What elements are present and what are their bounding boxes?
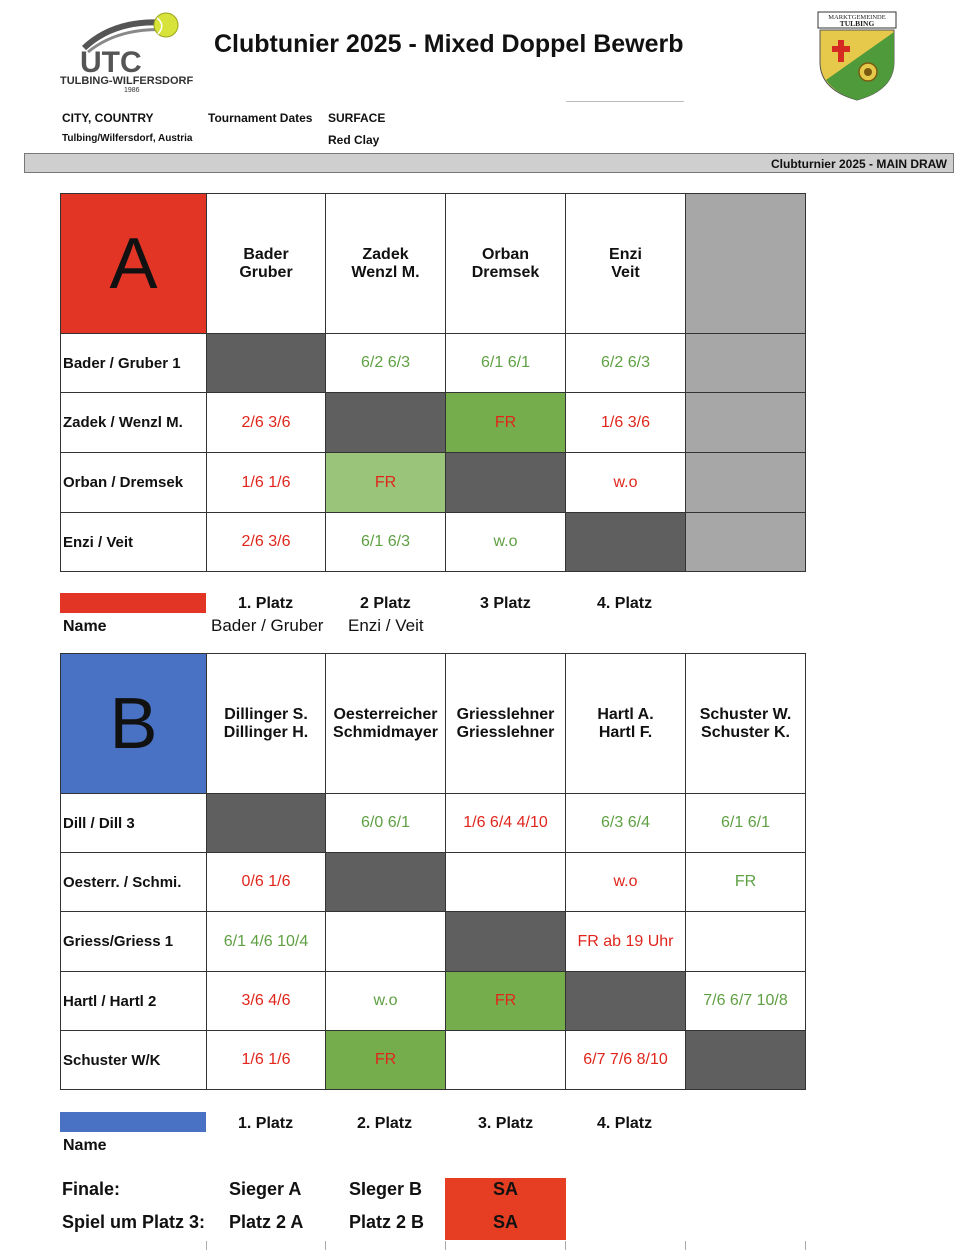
- group-a-col-4: [566, 194, 686, 334]
- group-b-score-cell: 7/6 6/7 10/8: [686, 972, 806, 1031]
- group-b-score-cell: 6/7 7/6 8/10: [566, 1031, 686, 1090]
- group-b-score-cell: [446, 1031, 566, 1090]
- group-a-empty-col: [686, 194, 806, 334]
- column-tick: [325, 1241, 326, 1250]
- header-divider: [566, 101, 684, 102]
- group-a-winner-1: Bader / Gruber: [211, 616, 324, 635]
- column-tick: [206, 1241, 207, 1250]
- dates-label: Tournament Dates: [208, 111, 313, 125]
- col-name-1: Dillinger S.: [224, 705, 308, 723]
- logo-text: UTC: [80, 46, 142, 79]
- group-a-cell-self: [207, 334, 326, 393]
- surface-label: SURFACE: [328, 111, 386, 125]
- column-tick: [445, 1241, 446, 1250]
- group-b-place-4: 4. Platz: [597, 1115, 653, 1132]
- group-a-empty-cell: [686, 393, 806, 453]
- group-a-empty-cell: [686, 334, 806, 393]
- col-name-2: Veit: [611, 263, 640, 281]
- group-b-score-cell: w.o: [566, 853, 686, 912]
- group-b-row-label-1: Dill / Dill 3: [61, 794, 207, 853]
- group-b-score-cell: 1/6 6/4 4/10: [446, 794, 566, 853]
- finale-team-b: SIeger B: [349, 1179, 423, 1199]
- utc-logo: [58, 8, 210, 94]
- group-a-score-cell: w.o: [446, 513, 566, 572]
- group-b-col-4: [566, 654, 686, 794]
- col-name-2: Schuster K.: [701, 723, 790, 741]
- col-name-2: Dillinger H.: [223, 723, 309, 741]
- group-b-score-cell: FR ab 19 Uhr: [566, 912, 686, 972]
- logo-year: 1986: [124, 87, 140, 94]
- crest-text-top: MARKTGEMEINDE: [828, 14, 886, 21]
- group-a-row-label-2: Zadek / Wenzl M.: [61, 393, 207, 453]
- col-name-2: Wenzl M.: [351, 263, 420, 281]
- group-a-score-cell: 2/6 3/6: [207, 513, 326, 572]
- group-a-place-2: 2 Platz: [360, 595, 411, 612]
- group-a-empty-cell: [686, 513, 806, 572]
- page-title: Clubtunier 2025 - Mixed Doppel Bewerb: [214, 30, 684, 58]
- group-b-row-label-5: Schuster W/K: [61, 1031, 207, 1090]
- group-b-place-1: 1. Platz: [238, 1115, 294, 1132]
- group-a-place-1: 1. Platz: [238, 595, 294, 612]
- group-a-col-2: [326, 194, 446, 334]
- group-b-row-label-3: Griess/Griess 1: [61, 912, 207, 972]
- col-name-1: Oesterreicher: [333, 705, 438, 723]
- column-tick: [565, 1241, 566, 1250]
- group-b-name-label: Name: [63, 1137, 107, 1154]
- group-a-row-label-1: Bader / Gruber 1: [61, 334, 207, 393]
- group-a-score-cell: 6/2 6/3: [566, 334, 686, 393]
- group-a-cell-self: [446, 453, 566, 513]
- third-place-team-a: Platz 2 A: [229, 1212, 304, 1232]
- crest-text-bottom: TULBING: [839, 19, 875, 28]
- col-name-1: Hartl A.: [597, 705, 654, 723]
- group-b-score-cell: 6/1 4/6 10/4: [207, 912, 326, 972]
- group-b-cell-self: [326, 853, 446, 912]
- col-name-2: Dremsek: [471, 263, 540, 281]
- group-a-score-cell: 6/1 6/1: [446, 334, 566, 393]
- group-a-score-cell: 6/2 6/3: [326, 334, 446, 393]
- group-a-winner-2: Enzi / Veit: [348, 616, 424, 635]
- group-b-score-cell: [686, 912, 806, 972]
- col-name-2: Hartl F.: [598, 723, 653, 741]
- group-a-score-cell: 2/6 3/6: [207, 393, 326, 453]
- column-tick: [685, 1241, 686, 1250]
- group-b-cell-self: [446, 912, 566, 972]
- group-b-score-cell: 1/6 1/6: [207, 1031, 326, 1090]
- group-a-place-3: 3 Platz: [480, 595, 531, 612]
- group-a-empty-cell: [686, 453, 806, 513]
- group-a-score-cell: 1/6 3/6: [566, 393, 686, 453]
- col-name-2: Griesslehner: [456, 723, 555, 741]
- group-a-score-cell: 1/6 1/6: [207, 453, 326, 513]
- main-draw-bar: [24, 153, 954, 173]
- col-name-1: Zadek: [362, 245, 409, 263]
- group-a-cell-self: [566, 513, 686, 572]
- group-b-letter: B: [61, 654, 207, 794]
- col-name-1: Enzi: [609, 245, 642, 263]
- finale-result-text: SA: [492, 1179, 518, 1199]
- group-b-row-label-2: Oesterr. / Schmi.: [61, 853, 207, 912]
- group-a-place-4: 4. Platz: [597, 595, 653, 612]
- group-b-place-2: 2. Platz: [357, 1115, 413, 1132]
- municipality-crest: [816, 10, 898, 102]
- group-a-row-label-3: Orban / Dremsek: [61, 453, 207, 513]
- group-b-cell-self: [207, 794, 326, 853]
- third-place-result-text: SA: [492, 1212, 518, 1232]
- group-b-score-cell: [326, 912, 446, 972]
- group-b-score-cell: FR: [446, 972, 566, 1031]
- third-place-result: [445, 1212, 566, 1240]
- surface-value: Red Clay: [328, 133, 380, 147]
- col-name-1: Schuster W.: [699, 705, 792, 723]
- group-a-name-label: Name: [63, 618, 107, 635]
- group-b-score-cell: w.o: [326, 972, 446, 1031]
- group-b-score-cell: FR: [326, 1031, 446, 1090]
- group-a-score-cell: FR: [326, 453, 446, 513]
- group-a-score-cell: w.o: [566, 453, 686, 513]
- utc-logo-graphic: [58, 8, 210, 94]
- group-b-legend-bar: [60, 1112, 206, 1132]
- crest-graphic: [816, 10, 898, 102]
- main-draw-label: Clubturnier 2025 - MAIN DRAW: [770, 157, 947, 171]
- group-b-col-3: [446, 654, 566, 794]
- group-b-col-5: [686, 654, 806, 794]
- column-tick: [805, 1241, 806, 1250]
- group-a-score-cell: 6/1 6/3: [326, 513, 446, 572]
- group-a-legend-bar: [60, 593, 206, 613]
- third-place-team-b: Platz 2 B: [349, 1212, 425, 1232]
- group-b-score-cell: [446, 853, 566, 912]
- col-name-2: Schmidmayer: [333, 723, 438, 741]
- group-b-score-cell: FR: [686, 853, 806, 912]
- group-b-score-cell: 6/1 6/1: [686, 794, 806, 853]
- col-name-2: Gruber: [239, 263, 293, 281]
- group-a-col-1: [207, 194, 326, 334]
- finale-label: Finale:: [62, 1179, 121, 1199]
- group-b-cell-self: [566, 972, 686, 1031]
- group-b-score-cell: 6/3 6/4: [566, 794, 686, 853]
- group-b-score-cell: 3/6 4/6: [207, 972, 326, 1031]
- group-a-letter: A: [61, 194, 207, 334]
- third-place-label: Spiel um Platz 3:: [62, 1212, 206, 1232]
- col-name-1: Orban: [481, 245, 530, 263]
- city-label: CITY, COUNTRY: [62, 111, 154, 125]
- group-b-row-label-4: Hartl / Hartl 2: [61, 972, 207, 1031]
- group-a-col-3: [446, 194, 566, 334]
- group-a-row-label-4: Enzi / Veit: [61, 513, 207, 572]
- col-name-1: Griesslehner: [456, 705, 555, 723]
- group-b-score-cell: 0/6 1/6: [207, 853, 326, 912]
- finale-result: [445, 1178, 566, 1212]
- logo-subtitle: TULBING-WILFERSDORF: [60, 75, 194, 87]
- col-name-1: Bader: [243, 245, 289, 263]
- group-b-col-2: [326, 654, 446, 794]
- group-a-table: [60, 193, 806, 572]
- group-b-col-1: [207, 654, 326, 794]
- group-b-place-3: 3. Platz: [478, 1115, 534, 1132]
- city-value: Tulbing/Wilfersdorf, Austria: [62, 133, 193, 144]
- group-a-cell-self: [326, 393, 446, 453]
- group-b-table: [60, 653, 806, 1090]
- finale-team-a: Sieger A: [229, 1179, 302, 1199]
- group-b-score-cell: 6/0 6/1: [326, 794, 446, 853]
- group-a-score-cell: FR: [446, 393, 566, 453]
- group-b-cell-self: [686, 1031, 806, 1090]
